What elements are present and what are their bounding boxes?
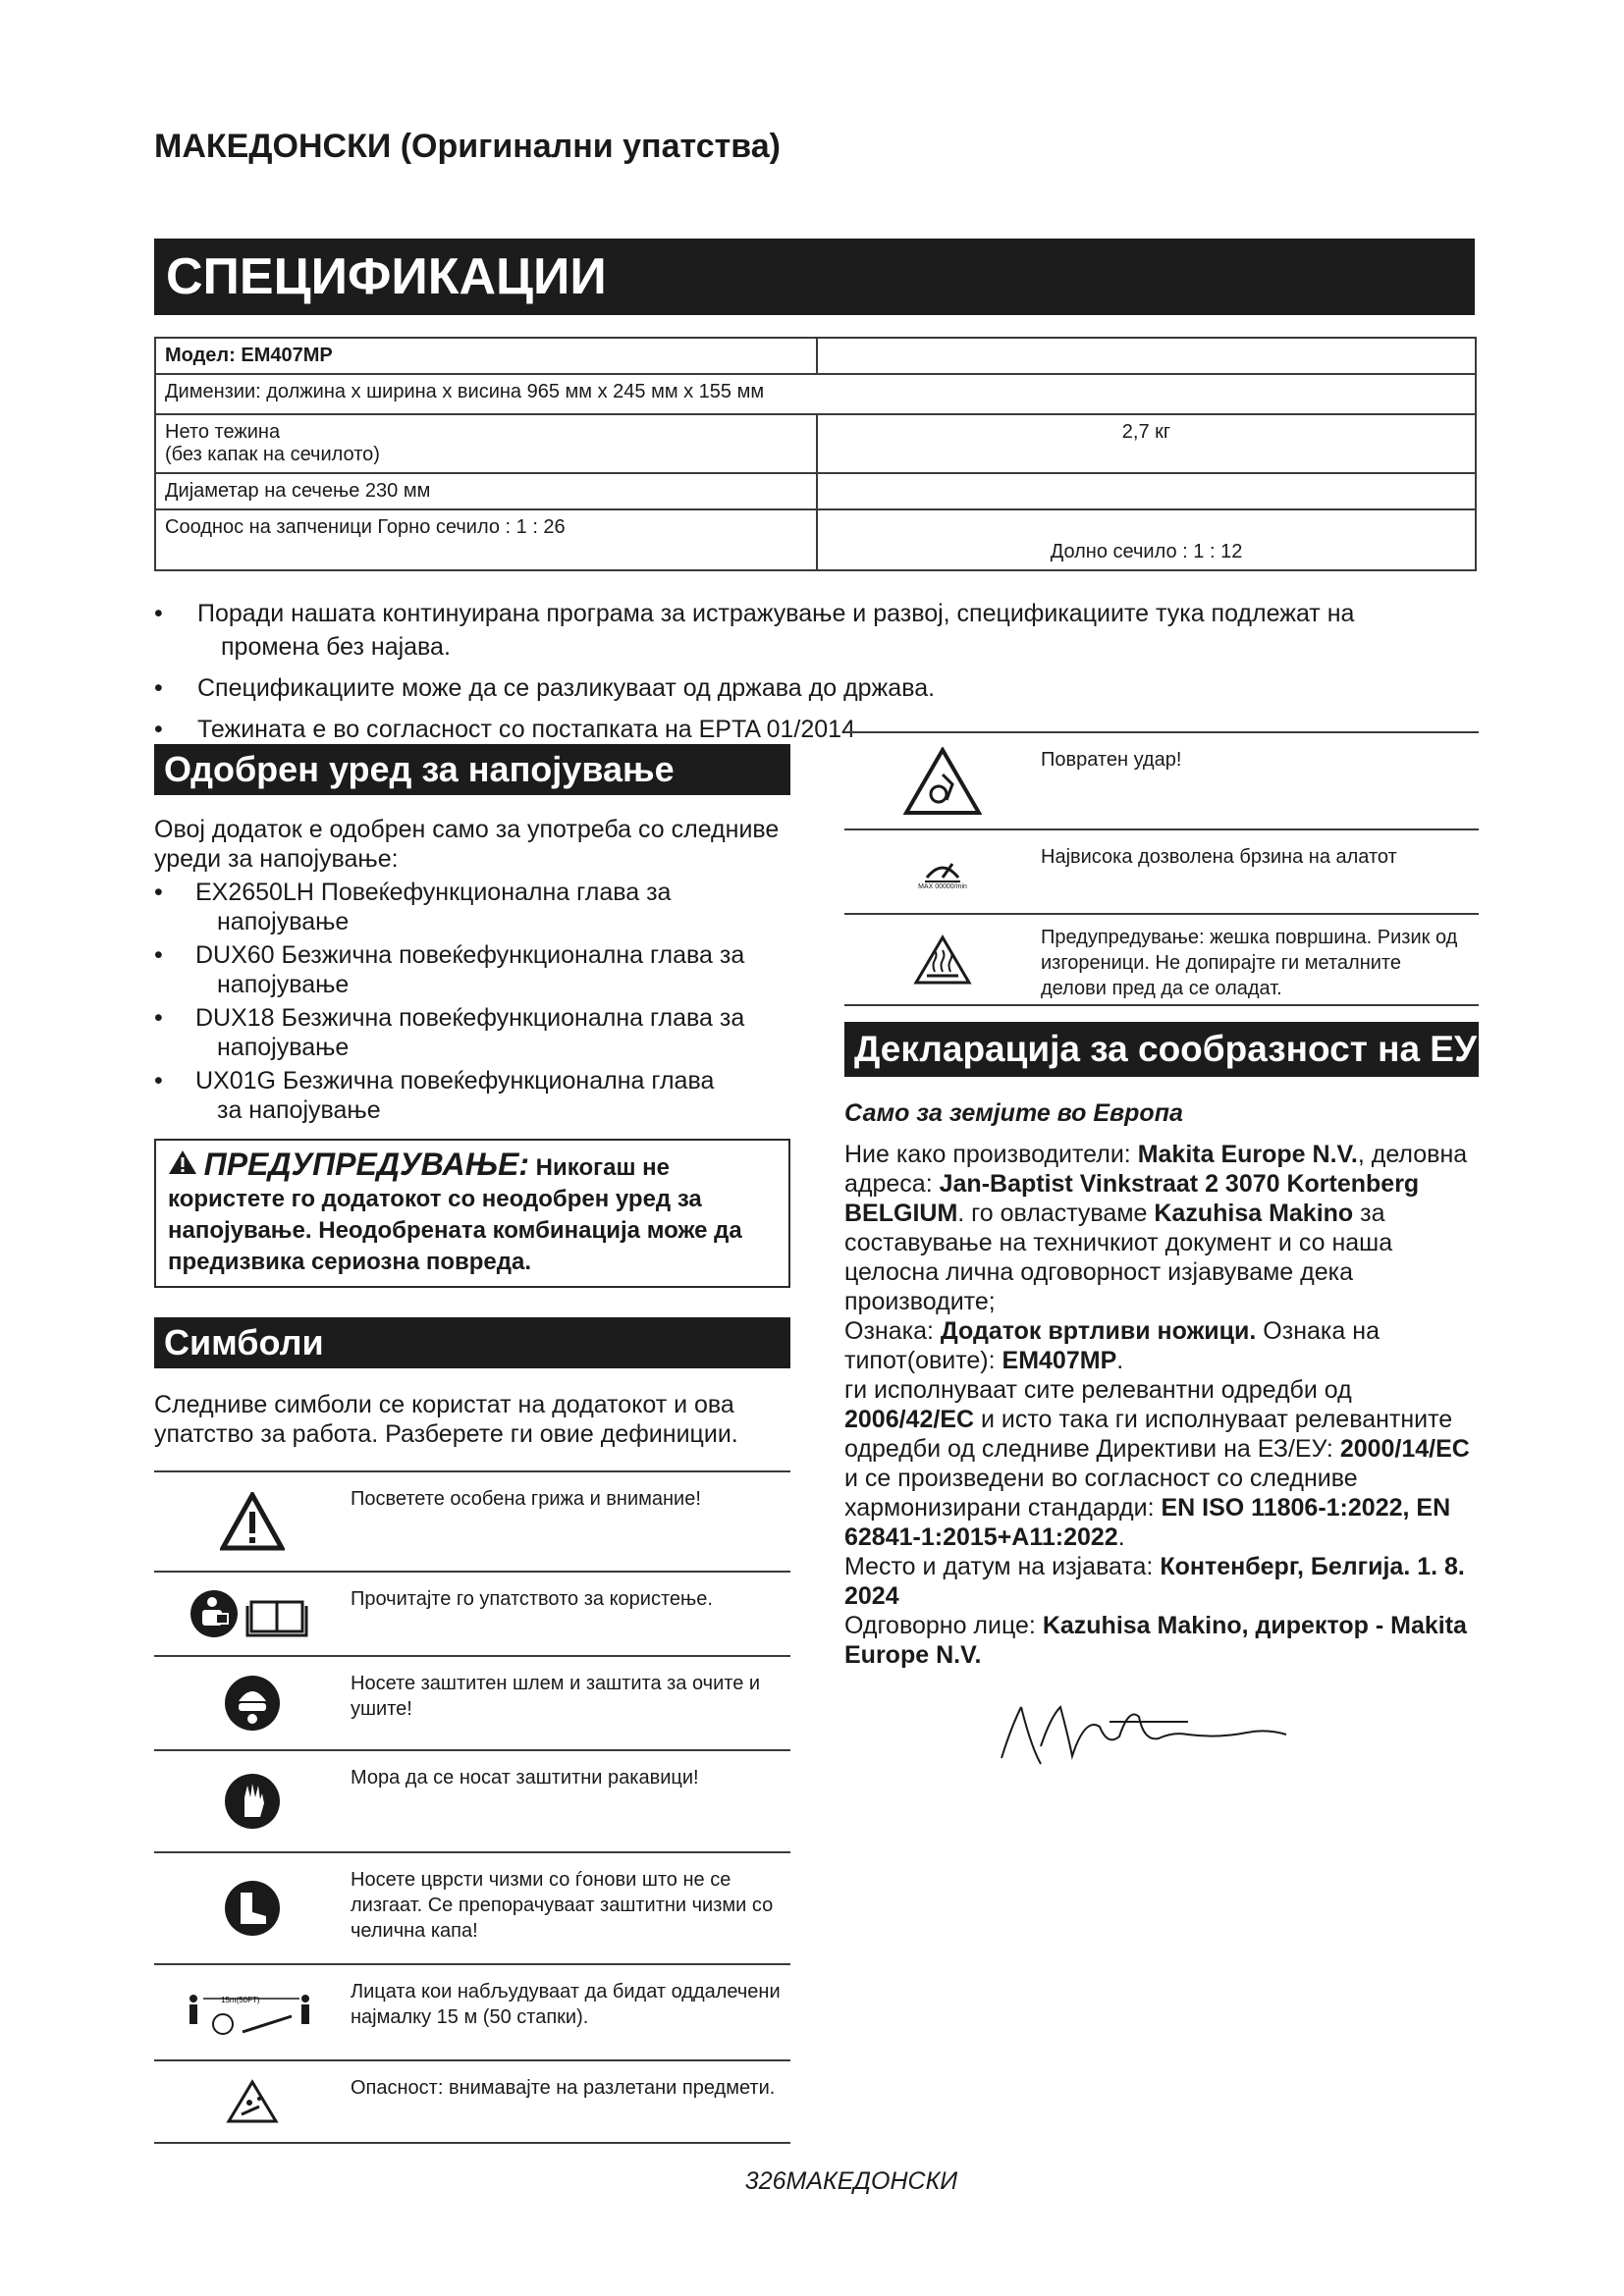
list-item: • UX01G Безжична повеќефункционална глава за напојување xyxy=(154,1066,790,1125)
list-item: • DUX18 Безжична повеќефункционална глава за напојување xyxy=(154,1003,790,1062)
hot-surface-icon xyxy=(844,915,1041,1004)
safety-boots-icon xyxy=(154,1853,351,1963)
symbol-row xyxy=(154,1571,790,1655)
signature xyxy=(992,1687,1479,1781)
weight-value-cell: 2,7 кг xyxy=(817,414,1476,473)
power-intro: Овој додаток е одобрен само за употреба со следниве уреди за напојување: xyxy=(154,816,780,873)
eu-only-subheading: Само за земјите во Европа xyxy=(844,1099,1183,1127)
symbol-text: Лицата кои набљудуваат да бидат оддалечени најмалку 15 м (50 стапки). xyxy=(351,1981,781,2028)
declaration-paragraph: Ние како производители: Makita Europe N.V., деловна адреса: Jan-Baptist Vinkstraat 2 3070 Kortenberg BELGIUM. го овластуваме Kazuhisa Makino за составување на техничкиот документ и со наша целосна лична одговорност изјавуваме дека производите; xyxy=(844,1141,1468,1315)
symbol-row xyxy=(154,1470,790,1571)
weight-label: Нето тежина xyxy=(165,421,281,443)
symbols-table-left xyxy=(154,1470,790,2144)
weight-sub-label: (без капак на сечилото) xyxy=(165,444,380,465)
list-item: • EX2650LH Повеќефункционална глава за напојување xyxy=(154,878,790,936)
symbol-row xyxy=(844,913,1479,1006)
table-row xyxy=(155,509,1476,570)
keep-distance-icon xyxy=(154,1965,351,2059)
page-language-title: МАКЕДОНСКИ (Оригинални упатства) xyxy=(154,128,781,165)
gear-lower-cell: Долно сечило : 1 : 12 xyxy=(817,509,1476,570)
eu-declaration-heading: Декларација за сообразност на ЕУ xyxy=(844,1022,1479,1077)
empty-cell xyxy=(817,338,1476,374)
table-row xyxy=(155,338,1476,374)
table-row xyxy=(155,374,1476,414)
declaration-place-date: Место и датум на изјавата: Контенберг, Белгија. 1. 8. 2024 xyxy=(844,1553,1465,1610)
read-manual-icon xyxy=(154,1573,351,1655)
warning-title: ПРЕДУПРЕДУВАЊЕ: xyxy=(203,1147,529,1182)
kickback-icon xyxy=(844,733,1041,828)
diameter-cell: Дијаметар на сечење 230 мм xyxy=(155,473,817,509)
symbol-text: Опасност: внимавајте на разлетани предмети. xyxy=(351,2077,776,2099)
distance-label: 15m(50FT) xyxy=(221,1996,260,2004)
warning-triangle-icon xyxy=(154,1472,351,1571)
symbol-row xyxy=(154,1851,790,1963)
declaration-designation: Ознака: Додаток вртливи ножици. Ознака на типот(овите): EM407MP. xyxy=(844,1317,1380,1374)
list-item: • DUX60 Безжична повеќефункционална глава за напојување xyxy=(154,940,790,999)
note-item: • Тежината е во согласност со постапката на EPTA 01/2014 xyxy=(154,713,1480,746)
empty-cell xyxy=(817,473,1476,509)
warning-box xyxy=(154,1139,790,1288)
symbol-text: Прочитајте го упатството за користење. xyxy=(351,1588,713,1610)
right-column xyxy=(844,731,1479,1781)
max-speed-label: MAX 00000/min xyxy=(918,882,967,890)
spec-notes xyxy=(154,597,1480,754)
power-unit-heading: Одобрен уред за напојување xyxy=(154,744,790,795)
symbol-text: Повратен удар! xyxy=(1041,749,1182,771)
weight-label-cell xyxy=(155,414,817,473)
declaration-directives: ги исполнуваат сите релевантни одредби од 2006/42/EC и исто така ги исполнуваат релевантните одредби од следниве Директиви на ЕЗ/ЕУ: 2000/14/EC и се произведени во согласност со следниве хармонизирани стандарди: EN ISO 11806-1:2022, EN 62841-1:2015+A11:2022. xyxy=(844,1376,1470,1551)
symbol-text: Мора да се носат заштитни ракавици! xyxy=(351,1767,699,1789)
symbol-row xyxy=(844,828,1479,913)
left-column xyxy=(154,744,790,2144)
symbol-row xyxy=(154,1749,790,1851)
symbol-text: Предупредување: жешка површина. Ризик од изгореници. Не допирајте ги металните делови пред да се оладат. xyxy=(1041,927,1458,999)
table-row xyxy=(155,414,1476,473)
symbol-row xyxy=(844,731,1479,828)
specifications-banner: СПЕЦИФИКАЦИИ xyxy=(154,239,1475,315)
symbol-row xyxy=(154,1963,790,2059)
warning-text: Никогаш не користете го додатокот со неодобрен уред за напојување. Неодобрената комбинација може да предизвика сериозна повреда. xyxy=(168,1154,742,1275)
declaration-responsible: Одговорно лице: Kazuhisa Makino, директор - Makita Europe N.V. xyxy=(844,1612,1467,1669)
symbol-text: Највисока дозволена брзина на алатот xyxy=(1041,846,1397,868)
symbols-intro: Следниве симболи се користат на додатокот и ова упатство за работа. Разберете ги овие дефиниции. xyxy=(154,1391,738,1448)
table-row xyxy=(155,473,1476,509)
gear-ratio-cell: Сооднос на запченици Горно сечило : 1 : 26 xyxy=(155,509,817,570)
flying-objects-icon xyxy=(154,2061,351,2142)
gloves-icon xyxy=(154,1751,351,1851)
helmet-goggles-icon xyxy=(154,1657,351,1749)
symbols-table-right xyxy=(844,731,1479,1006)
symbol-row xyxy=(154,1655,790,1749)
dimensions-cell: Димензии: должина x ширина x висина 965 мм x 245 мм x 155 мм xyxy=(155,374,1476,414)
page-footer: 326МАКЕДОНСКИ xyxy=(744,2167,958,2195)
power-unit-list xyxy=(154,878,790,1125)
specifications-table xyxy=(154,337,1477,571)
max-speed-icon xyxy=(844,830,1041,913)
symbol-text: Носете заштитен шлем и заштита за очите и ушите! xyxy=(351,1673,761,1720)
model-cell: Модел: EM407MP xyxy=(155,338,817,374)
symbol-text: Носете цврсти чизми со ѓонови што не се лизгаат. Се препорачуваат заштитни чизми со челична капа! xyxy=(351,1869,774,1942)
note-item: • Поради нашата континуирана програма за истражување и развој, спецификациите тука подлежат на промена без најава. xyxy=(154,597,1480,664)
symbols-heading: Симболи xyxy=(154,1317,790,1368)
warning-triangle-icon xyxy=(168,1154,204,1181)
note-item: • Спецификациите може да се разликуваат од држава до држава. xyxy=(154,671,1480,705)
symbol-text: Посветете особена грижа и внимание! xyxy=(351,1488,701,1510)
symbol-row xyxy=(154,2059,790,2144)
